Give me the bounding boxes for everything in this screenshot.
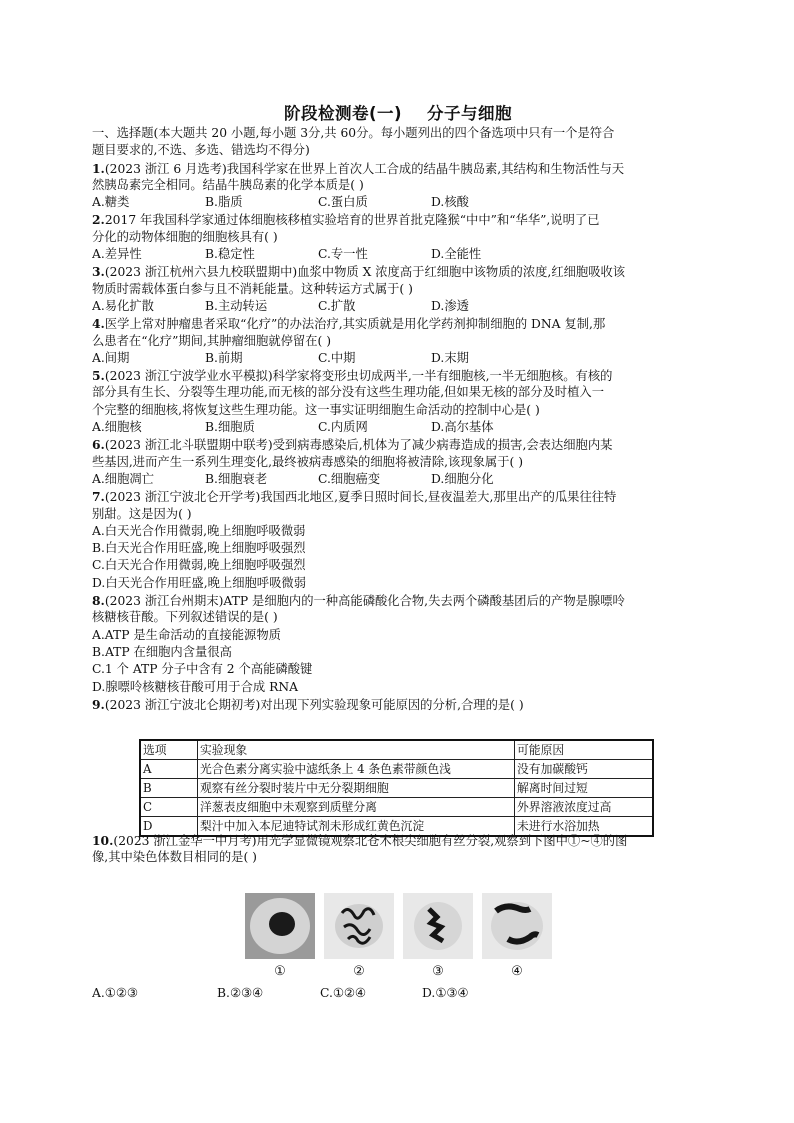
table-header: 选项 <box>140 740 198 760</box>
micrograph-1 <box>245 893 315 959</box>
question-line <box>92 315 704 332</box>
question-number: 5. <box>92 368 105 384</box>
option-row <box>92 419 704 436</box>
question-10 <box>92 832 704 867</box>
table-cell: A <box>140 760 198 779</box>
option-d[interactable]: D.末期 <box>431 350 469 365</box>
option-a[interactable]: A.细胞凋亡 <box>92 471 154 486</box>
option-b[interactable]: B.前期 <box>205 350 243 365</box>
option-d[interactable]: D.细胞分化 <box>431 471 494 486</box>
micrograph-4 <box>482 893 552 959</box>
table-cell: B <box>140 779 198 798</box>
table-cell: 解离时间过短 <box>515 779 654 798</box>
option-d[interactable]: D.高尔基体 <box>431 420 494 435</box>
option-b[interactable]: B.细胞质 <box>205 420 255 435</box>
question-text: (2023 浙江金华一中月考)用光学显微镜观察北苍木根尖细胞有丝分裂,观察到下图中①~④的图 <box>113 834 628 848</box>
question-line: 然胰岛素完全相同。结晶牛胰岛素的化学本质是( ) <box>92 177 364 192</box>
question-line <box>92 592 704 609</box>
option-d[interactable]: D.①③④ <box>422 986 469 1000</box>
option-b[interactable]: B.细胞衰老 <box>205 471 268 486</box>
option-row <box>92 985 704 1002</box>
question-line <box>92 696 704 713</box>
figure-label: ② <box>353 964 365 979</box>
page-title: 阶段检测卷(一) 分子与细胞 <box>283 104 513 123</box>
question-number: 10. <box>92 833 114 848</box>
figure-label: ④ <box>511 964 523 979</box>
question-line <box>92 211 704 228</box>
option-c[interactable]: C.白天光合作用微弱,晚上细胞呼吸强烈 <box>92 558 306 573</box>
option-b[interactable]: B.白天光合作用旺盛,晚上细胞呼吸强烈 <box>92 541 306 556</box>
question-line <box>92 160 704 177</box>
option-c[interactable]: C.中期 <box>318 350 356 365</box>
table-cell: 光合色素分离实验中滤纸条上 4 条色素带颜色浅 <box>198 760 515 779</box>
option-row <box>92 194 704 211</box>
option-b[interactable]: B.主动转运 <box>205 298 268 313</box>
question-text: (2023 浙江台州期末)ATP 是细胞内的一种高能磷酸化合物,失去两个磷酸基团后的产物是腺嘌呤 <box>104 594 625 609</box>
question-10-options <box>92 985 704 1002</box>
question-line: 个完整的细胞核,将恢复这些生理功能。这一事实证明细胞生命活动的控制中心是( ) <box>92 402 540 417</box>
question-line <box>92 263 704 280</box>
option-a[interactable]: A.ATP 是生命活动的直接能源物质 <box>92 627 281 642</box>
option-a[interactable]: A.易化扩散 <box>92 298 154 313</box>
question-line <box>92 436 704 453</box>
option-d[interactable]: D.腺嘌呤核糖核苷酸可用于合成 RNA <box>92 679 298 694</box>
option-c[interactable]: C.1 个 ATP 分子中含有 2 个高能磷酸键 <box>92 662 313 677</box>
option-row <box>92 298 704 315</box>
option-d[interactable]: D.核酸 <box>431 195 469 210</box>
option-a[interactable]: A.间期 <box>92 350 130 365</box>
question-number: 9. <box>92 696 105 712</box>
table-cell: 未进行水浴加热 <box>515 817 654 837</box>
option-c[interactable]: C.扩散 <box>318 298 356 313</box>
micrograph-3 <box>403 893 473 959</box>
table-cell: 梨汁中加入本尼迪特试剂未形成红黄色沉淀 <box>198 817 515 837</box>
question-text: (2023 浙江宁波北仑开学考)我国西北地区,夏季日照时间长,昼夜温差大,那里出产的瓜果往往特 <box>104 490 617 505</box>
question-line: 么患者在“化疗”期间,其肿瘤细胞就停留在( ) <box>92 333 332 348</box>
table-row <box>140 779 653 798</box>
option-a[interactable]: A.白天光合作用微弱,晚上细胞呼吸微弱 <box>92 523 306 538</box>
option-row <box>92 350 704 367</box>
table-header: 实验现象 <box>198 740 515 760</box>
option-row <box>92 471 704 488</box>
table-header: 可能原因 <box>515 740 654 760</box>
figure-label: ① <box>274 964 286 979</box>
option-c[interactable]: C.内质网 <box>318 420 368 435</box>
experiment-table <box>139 739 654 837</box>
table-row <box>140 798 653 817</box>
question-text: 医学上常对肿瘤患者采取“化疗”的办法治疗,其实质就是用化学药剂抑制细胞的 DNA 复制,那 <box>104 317 606 332</box>
question-line: 像,其中染色体数目相同的是( ) <box>92 850 257 865</box>
question-line: 部分具有生长、分裂等生理功能,而无核的部分没有这些生理功能,但如果无核的部分及时植入一 <box>92 385 604 400</box>
question-line: 别甜。这是因为( ) <box>92 506 192 521</box>
option-d[interactable]: D.白天光合作用旺盛,晚上细胞呼吸微弱 <box>92 575 306 590</box>
question-number: 2. <box>92 212 105 228</box>
question-line <box>92 488 704 505</box>
question-line: 物质时需载体蛋白参与且不消耗能量。这种转运方式属于( ) <box>92 281 413 296</box>
table-cell: 观察有丝分裂时装片中无分裂期细胞 <box>198 779 515 798</box>
option-b[interactable]: B.ATP 在细胞内含量很高 <box>92 644 232 659</box>
question-line <box>92 367 704 384</box>
table-cell: 外界溶液浓度过高 <box>515 798 654 817</box>
question-text: (2023 浙江杭州六县九校联盟期中)血浆中物质 X 浓度高于红细胞中该物质的浓度,红细胞吸收该 <box>104 265 626 280</box>
option-a[interactable]: A.差异性 <box>92 247 142 262</box>
question-text: (2023 浙江宁波北仑期初考)对出现下列实验现象可能原因的分析,合理的是( ) <box>104 697 524 712</box>
option-c[interactable]: C.细胞癌变 <box>318 471 381 486</box>
question-number: 3. <box>92 264 105 280</box>
table-cell: D <box>140 817 198 837</box>
question-number: 1. <box>92 160 105 176</box>
question-number: 7. <box>92 489 105 505</box>
micrograph-figures <box>245 893 645 983</box>
option-a[interactable]: A.细胞核 <box>92 420 142 435</box>
table-cell: 洋葱表皮细胞中未观察到质壁分离 <box>198 798 515 817</box>
question-line <box>92 832 704 849</box>
option-b[interactable]: B.②③④ <box>217 986 264 1000</box>
question-line: 分化的动物体细胞的细胞核具有( ) <box>92 229 278 244</box>
table-cell: 没有加碳酸钙 <box>515 760 654 779</box>
table-row <box>140 760 653 779</box>
option-b[interactable]: B.稳定性 <box>205 247 255 262</box>
question-text: (2023 浙江宁波学业水平模拟)科学家将变形虫切成两半,一半有细胞核,一半无细胞核。有核的 <box>104 369 613 384</box>
option-c[interactable]: C.专一性 <box>318 247 368 262</box>
table-header-row <box>140 740 653 760</box>
option-a[interactable]: A.糖类 <box>92 195 130 210</box>
micrograph-2 <box>324 893 394 959</box>
option-c[interactable]: C.①②④ <box>320 986 366 1000</box>
question-text: (2023 浙江北斗联盟期中联考)受到病毒感染后,机体为了减少病毒造成的损害,会表达细胞内某 <box>104 438 613 453</box>
section-header-line: 题目要求的,不选、多选、错选均不得分) <box>92 143 310 158</box>
question-number: 8. <box>92 593 105 609</box>
option-a[interactable]: A.①②③ <box>92 986 138 1000</box>
table-cell: C <box>140 798 198 817</box>
option-d[interactable]: D.渗透 <box>431 298 469 313</box>
option-c[interactable]: C.蛋白质 <box>318 195 368 210</box>
question-text: (2023 浙江 6 月选考)我国科学家在世界上首次人工合成的结晶牛胰岛素,其结构和生物活性与天 <box>104 161 625 176</box>
section-header-line: 一、选择题(本大题共 20 小题,每小题 3分,共 60分。每小题列出的四个备选项中只有一个是符合 <box>92 126 615 140</box>
option-b[interactable]: B.脂质 <box>205 195 243 210</box>
question-text: 2017 年我国科学家通过体细胞核移植实验培育的世界首批克隆猴“中中”和“华华”,说明了已 <box>104 213 600 228</box>
question-line: 核糖核苷酸。下列叙述错误的是( ) <box>92 610 278 625</box>
option-row <box>92 246 704 263</box>
questions-block <box>92 125 704 713</box>
figure-label: ③ <box>432 964 444 979</box>
question-line: 些基因,进而产生一系列生理变化,最终被病毒感染的细胞将被清除,该现象属于( ) <box>92 454 524 469</box>
question-number: 4. <box>92 316 105 332</box>
question-number: 6. <box>92 437 105 453</box>
option-d[interactable]: D.全能性 <box>431 247 482 262</box>
